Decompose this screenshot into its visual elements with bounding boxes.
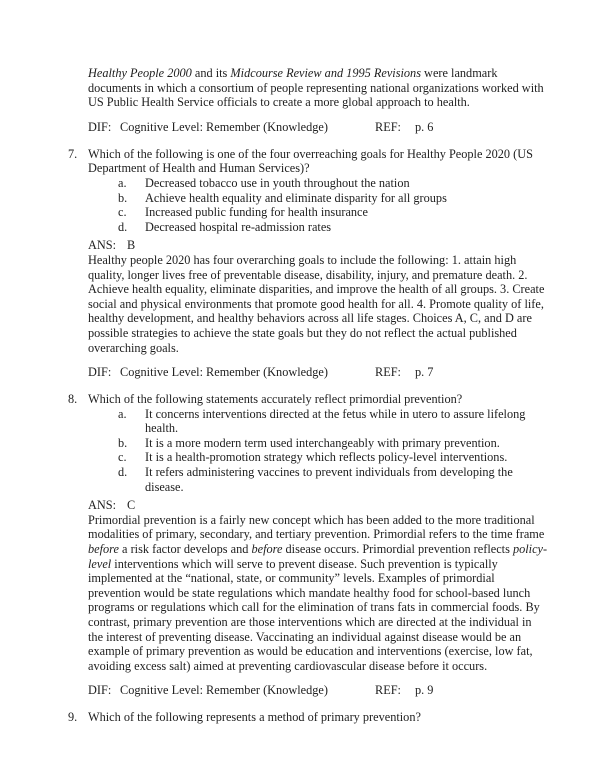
option-row-b	[88, 436, 550, 451]
option-letter: b.	[118, 190, 128, 205]
answer-line	[88, 498, 600, 513]
term-before: before	[88, 542, 119, 557]
option-row-a	[88, 407, 550, 436]
ref-label: REF:	[375, 365, 401, 380]
explanation-text: interventions which will serve to prevent disease. Such prevention is typically implemented at the “national, state, or community” levels. Examples of primordial prevention would be state regulations which mandate healthy food for school-based lunch programs or regulations which call for the elimination of trans fats in commercial foods. By contrast, primary prevention are those interventions which are directed at the individual in the interest of preventing disease. Vaccinating an individual against disease would be an example of primary prevention as would be education and interventions (exercise, low fat, avoiding excess salt) aimed at preventing cardiovascular disease before it occurs.	[88, 556, 540, 673]
option-row-b	[88, 191, 550, 206]
option-text: It concerns interventions directed at the fetus while in utero to assure lifelong health.	[145, 406, 526, 436]
answer-line	[88, 238, 600, 253]
dif-value: Cognitive Level: Remember (Knowledge)	[120, 119, 328, 134]
dif-value: Cognitive Level: Remember (Knowledge)	[120, 365, 328, 380]
term-before: before	[251, 542, 283, 557]
option-row-c	[88, 205, 550, 220]
option-text: Decreased tobacco use in youth throughout the nation	[145, 175, 410, 190]
ref-value: p. 9	[415, 683, 434, 698]
option-row-d	[88, 465, 550, 494]
question-body	[88, 147, 550, 235]
question-8	[68, 392, 550, 494]
dif-ref-line-q6	[88, 120, 600, 135]
question-body	[88, 710, 550, 725]
dif-value: Cognitive Level: Remember (Knowledge)	[120, 683, 328, 698]
option-text: It is a health-promotion strategy which reflects policy-level interventions.	[145, 450, 508, 465]
dif-ref-line-q7	[88, 365, 600, 380]
explanation-text: a risk factor develops and	[118, 542, 252, 557]
ans-label: ANS:	[88, 498, 117, 513]
dif-label: DIF:	[88, 365, 112, 380]
option-letter: d.	[118, 219, 128, 234]
option-letter: d.	[118, 465, 128, 480]
question-7	[68, 147, 550, 235]
dif-label: DIF:	[88, 119, 112, 134]
answer-block-q7	[0, 238, 600, 355]
question-text: Which of the following statements accurately reflect primordial prevention?	[88, 392, 463, 407]
option-text: It refers administering vaccines to prevent individuals from developing the disease.	[145, 465, 513, 494]
option-row-d	[88, 220, 550, 235]
dif-label: DIF:	[88, 683, 112, 698]
intro-text: and its	[191, 66, 231, 80]
option-text: It is a more modern term used interchangeably with primary prevention.	[145, 435, 500, 450]
book-title-midcourse-review: Midcourse Review and 1995 Revisions	[230, 66, 421, 80]
question-body	[88, 392, 550, 494]
ans-value: C	[127, 498, 136, 513]
dif-ref-line-q8	[88, 683, 600, 698]
intro-paragraph	[88, 66, 548, 110]
ref-label: REF:	[375, 683, 401, 698]
option-row-c	[88, 450, 550, 465]
ref-value: p. 7	[415, 365, 434, 380]
explanation-text: disease occurs. Primordial prevention reflects	[282, 542, 513, 557]
ans-value: B	[127, 238, 136, 253]
intro-text: were landmark documents in which a consortium of people representing national organizations worked with US Public Health Service officials to create a more global approach to health.	[88, 66, 544, 110]
question-text: Which of the following is one of the four overreaching goals for Healthy People 2020 (US Department of Health and Human Services)?	[88, 146, 533, 176]
option-text: Decreased hospital re-admission rates	[145, 219, 332, 234]
answer-explanation-q8	[88, 513, 548, 674]
question-9	[68, 710, 550, 725]
option-letter: c.	[118, 450, 127, 465]
option-letter: a.	[118, 406, 127, 421]
ans-label: ANS:	[88, 238, 117, 253]
option-text: Achieve health equality and eliminate disparity for all groups	[145, 190, 447, 205]
answer-block-q8	[0, 498, 600, 673]
option-row-a	[88, 176, 550, 191]
explanation-text: Primordial prevention is a fairly new concept which has been added to the more traditional modalities of primary, secondary, and tertiary prevention. Primordial refers to the time frame	[88, 512, 545, 542]
question-number: 9.	[68, 710, 78, 725]
option-letter: b.	[118, 435, 128, 450]
ref-value: p. 6	[415, 119, 434, 134]
question-text: Which of the following represents a method of primary prevention?	[88, 710, 421, 725]
option-text: Increased public funding for health insurance	[145, 205, 368, 220]
answer-explanation-q7: Healthy people 2020 has four overarching goals to include the following: 1. attain high quality, longer lives free of preventable disease, disability, injury, and premature death. 2. Achieve health equality, eliminate disparities, and improve the health of all groups. 3. Create social and physical environments that promote good health for all. 4. Promote quality of life, healthy development, and healthy behaviors across all life stages. Choices A, C, and D are possible strategies to achieve the state goals but they do not reflect the actual published overarching goals.	[88, 252, 545, 355]
ref-label: REF:	[375, 119, 401, 134]
question-number: 7.	[68, 146, 78, 161]
option-letter: c.	[118, 205, 127, 220]
book-title-healthy-people-2000: Healthy People 2000	[88, 66, 192, 80]
term-policy-level: policy-level	[88, 542, 548, 571]
question-number: 8.	[68, 392, 78, 407]
option-letter: a.	[118, 175, 127, 190]
